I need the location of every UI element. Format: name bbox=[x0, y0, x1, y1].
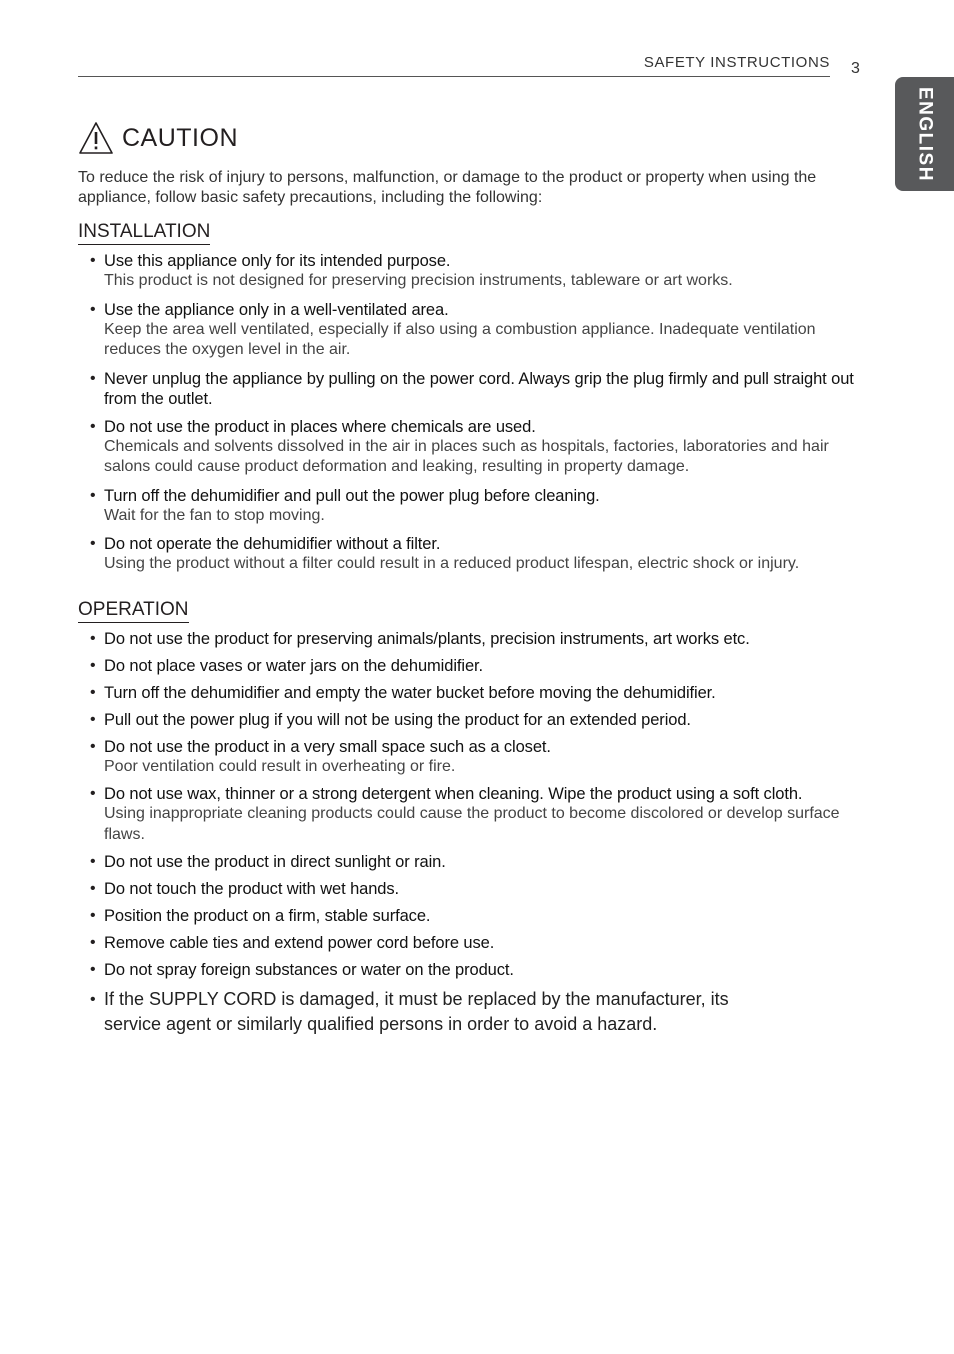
item-title: • Pull out the power plug if you will not be using the product for an extended period. bbox=[104, 710, 691, 729]
installation-title: INSTALLATION bbox=[78, 221, 210, 245]
item-title: • Do not use the product in places where chemicals are used. bbox=[104, 417, 536, 436]
list-item bbox=[104, 933, 858, 953]
list-item bbox=[104, 960, 858, 980]
caution-intro: To reduce the risk of injury to persons, malfunction, or damage to the product or property when using the appliance, follow basic safety precautions, including the following: bbox=[78, 169, 817, 206]
list-item bbox=[104, 486, 858, 527]
item-description: Wait for the fan to stop moving. bbox=[104, 506, 325, 524]
item-title: • Turn off the dehumidifier and empty the water bucket before moving the dehumidifier. bbox=[104, 683, 716, 702]
page-content bbox=[78, 118, 858, 1037]
list-item bbox=[104, 784, 858, 845]
header-section-label: SAFETY INSTRUCTIONS bbox=[643, 54, 830, 71]
item-title: • Position the product on a firm, stable surface. bbox=[104, 907, 431, 925]
item-description: Using the product without a filter could result in a reduced product lifespan, electric shock or injury. bbox=[104, 555, 800, 572]
list-item bbox=[104, 629, 858, 649]
list-item bbox=[104, 683, 858, 703]
operation-list bbox=[78, 629, 858, 981]
page-number: 3 bbox=[851, 60, 860, 77]
item-title: • Remove cable ties and extend power cord before use. bbox=[104, 934, 495, 952]
list-item bbox=[104, 906, 858, 926]
list-item bbox=[104, 300, 858, 361]
item-title: • Do not operate the dehumidifier without a filter. bbox=[104, 535, 441, 553]
item-title: • Never unplug the appliance by pulling on the power cord. Always grip the plug firmly and pull straight out from the outlet. bbox=[104, 369, 854, 408]
item-title: • Do not use the product for preserving animals/plants, precision instruments, art works etc. bbox=[104, 629, 750, 648]
item-title: • Do not use wax, thinner or a strong detergent when cleaning. Wipe the product using a soft cloth. bbox=[104, 785, 803, 803]
list-item bbox=[104, 534, 858, 575]
list-item bbox=[104, 710, 858, 730]
list-item bbox=[104, 251, 858, 292]
item-description: Keep the area well ventilated, especially if also using a combustion appliance. Inadequate ventilation reduces the oxygen level in the air. bbox=[104, 320, 816, 358]
list-item bbox=[104, 369, 858, 409]
operation-title: OPERATION bbox=[78, 599, 189, 623]
list-item bbox=[104, 656, 858, 676]
item-title: • Do not place vases or water jars on the dehumidifier. bbox=[104, 656, 483, 675]
item-title: • Turn off the dehumidifier and pull out the power plug before cleaning. bbox=[104, 486, 600, 505]
list-item bbox=[104, 737, 858, 778]
list-item bbox=[104, 879, 858, 899]
list-item bbox=[104, 417, 858, 478]
item-title: • Do not spray foreign substances or water on the product. bbox=[104, 961, 514, 979]
caution-title: CAUTION bbox=[122, 123, 238, 152]
item-title: • Do not use the product in a very small space such as a closet. bbox=[104, 737, 551, 756]
item-title: • Do not use the product in direct sunlight or rain. bbox=[104, 853, 446, 871]
language-tab-label: ENGLISH bbox=[914, 86, 936, 182]
item-description: This product is not designed for preserving precision instruments, tableware or art works. bbox=[104, 272, 733, 289]
supply-cord-list bbox=[78, 987, 858, 1037]
caution-heading bbox=[78, 118, 858, 158]
language-tab bbox=[895, 77, 954, 191]
header-rule bbox=[78, 76, 830, 77]
supply-cord-notice: • If the SUPPLY CORD is damaged, it must be replaced by the manufacturer, its service agent or similarly qualified persons in order to avoid a hazard. bbox=[104, 987, 764, 1037]
item-description: Poor ventilation could result in overheating or fire. bbox=[104, 757, 456, 775]
item-description: Using inappropriate cleaning products could cause the product to become discolored or develop surface flaws. bbox=[104, 805, 840, 843]
item-title: • Use this appliance only for its intended purpose. bbox=[104, 252, 451, 270]
installation-list bbox=[78, 251, 858, 575]
item-title: • Do not touch the product with wet hands. bbox=[104, 880, 400, 898]
item-description: Chemicals and solvents dissolved in the air in places such as hospitals, factories, laboratories and hair salons could cause product deformation and leaking, resulting in property damage. bbox=[104, 437, 829, 475]
item-title: • Use the appliance only in a well-ventilated area. bbox=[104, 300, 449, 319]
warning-triangle-icon bbox=[78, 121, 114, 155]
list-item bbox=[104, 852, 858, 872]
